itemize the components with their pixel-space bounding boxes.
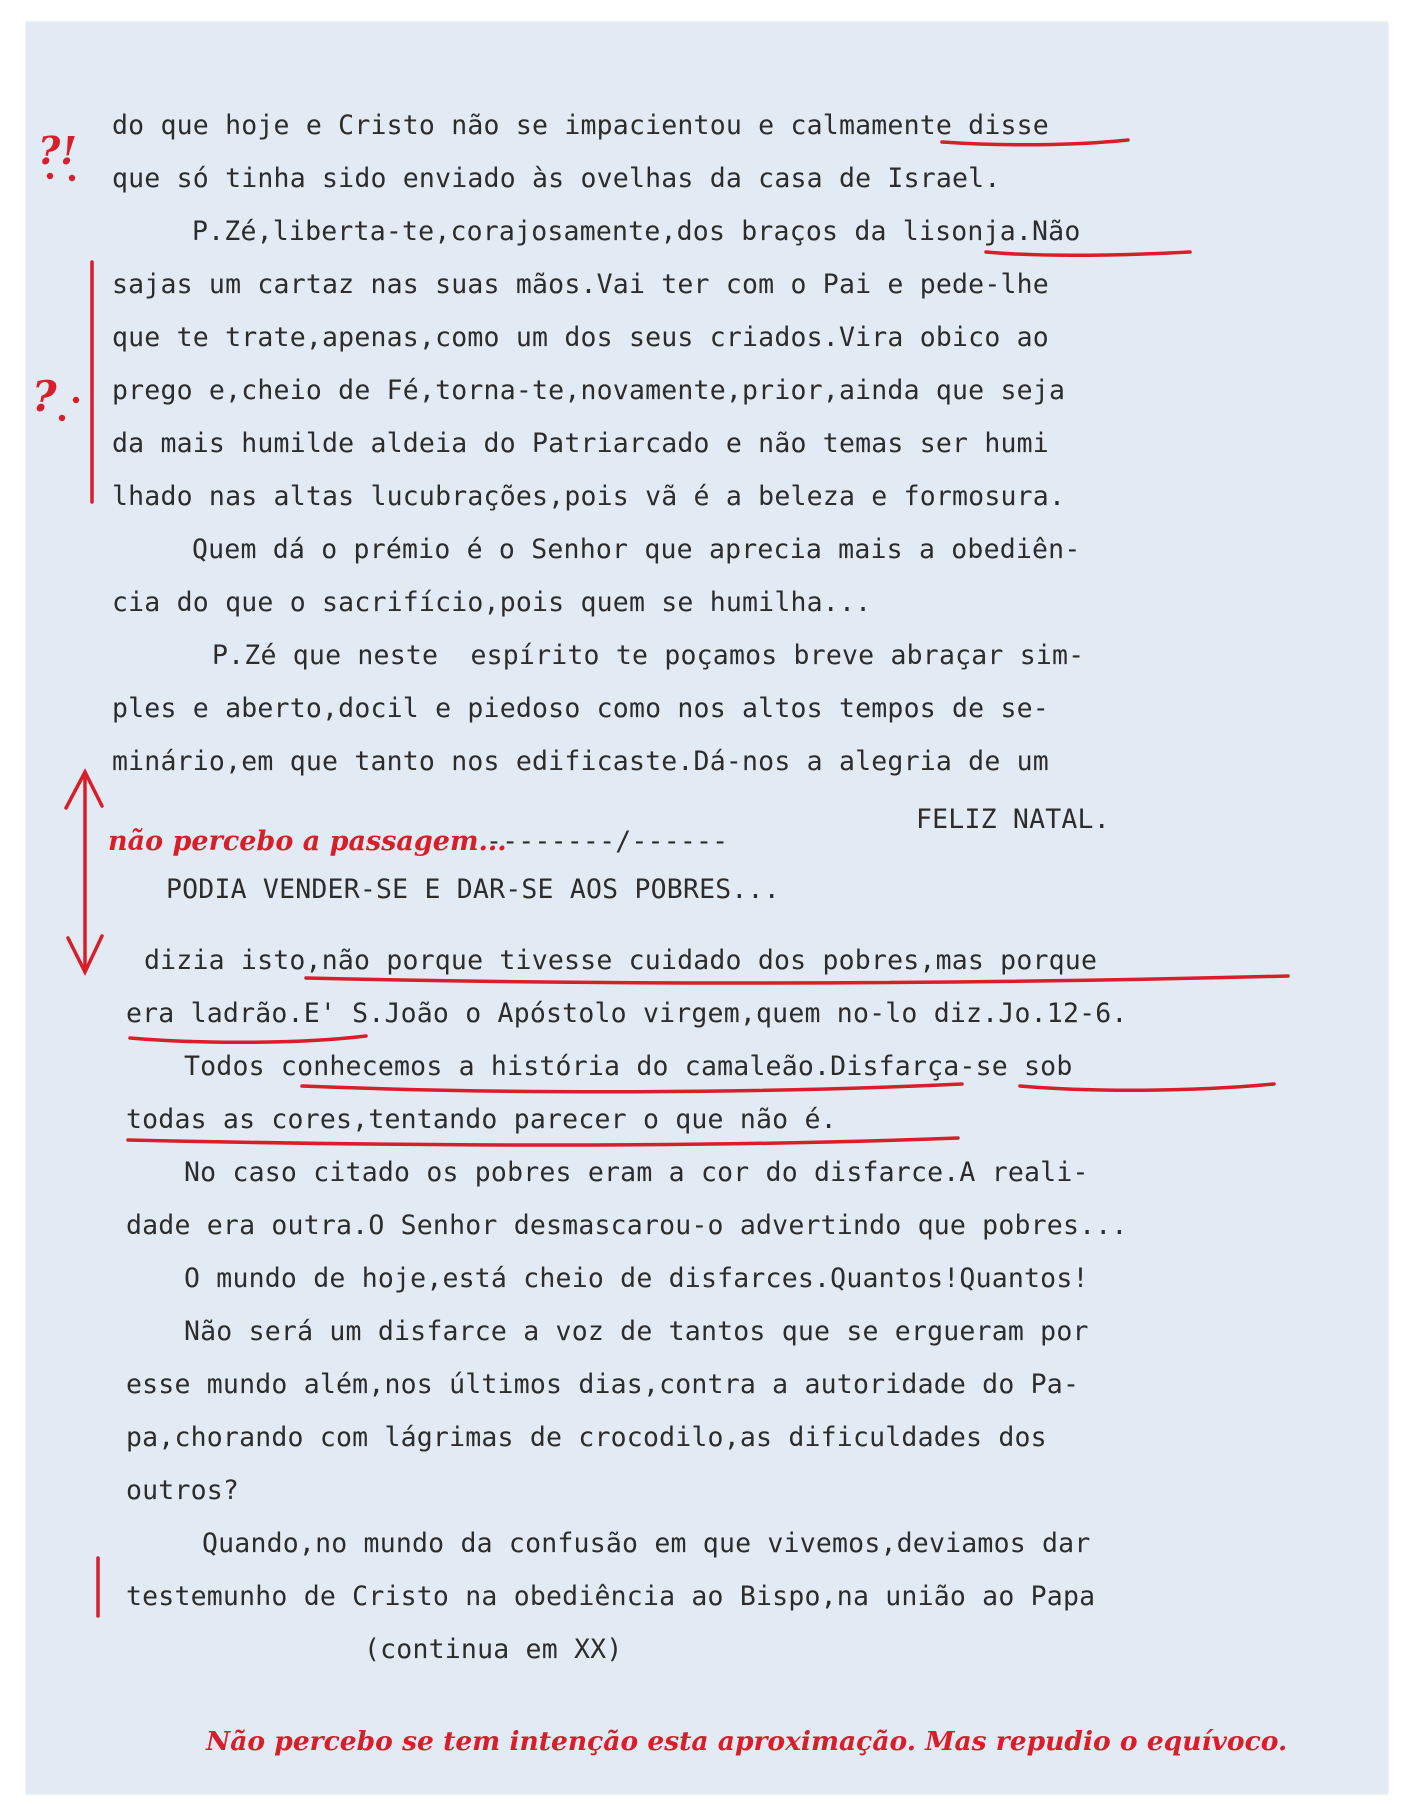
typed-line: pa,chorando com lágrimas de crocodilo,as dificuldades dos [126,1422,1047,1453]
margin-note-question: ? [32,372,57,421]
underline [302,1084,962,1092]
typed-line: dade era outra.O Senhor desmascarou-o advertindo que pobres... [126,1210,1128,1241]
typed-line: que só tinha sido enviado às ovelhas da casa de Israel. [112,163,1001,194]
section-divider: --------/------ [486,826,729,857]
margin-dot [69,175,75,181]
typed-line: sajas um cartaz nas suas mãos.Vai ter com o Pai e pede-lhe [112,269,1049,300]
typed-line: minário,em que tanto nos edificaste.Dá-nos a alegria de um [112,746,1049,777]
typed-line: cia do que o sacrifício,pois quem se humilha... [112,587,872,618]
typed-line: Não será um disfarce a voz de tantos que se ergueram por [184,1316,1089,1347]
margin-dot [73,397,79,403]
typed-closing: FELIZ NATAL. [916,804,1110,835]
typed-line: testemunho de Cristo na obediência ao Bispo,na união ao Papa [126,1581,1096,1612]
typed-line: todas as cores,tentando parecer o que não é. [126,1104,837,1135]
typed-line: prego e,cheio de Fé,torna-te,novamente,prior,ainda que seja [112,375,1066,406]
typed-line: do que hoje e Cristo não se impacientou e calmamente disse [112,110,1049,141]
underline [942,140,1128,145]
section-heading: PODIA VENDER-SE E DAR-SE AOS POBRES... [166,874,780,905]
typed-line: Quando,no mundo da confusão em que vivemos,deviamos dar [202,1528,1091,1559]
underline [306,976,1288,983]
handwritten-footer-note: Não percebo se tem intenção esta aproximação. Mas repudio o equívoco. [206,1726,1288,1757]
margin-note-question-exclaim: ?! [38,128,77,173]
typed-line: No caso citado os pobres eram a cor do disfarce.A reali- [184,1157,1089,1188]
typed-line: outros? [126,1475,240,1506]
handwritten-passage-note: não percebo a passagem... [108,826,507,857]
typed-line: dizia isto,não porque tivesse cuidado dos pobres,mas porque [144,945,1098,976]
margin-dot [47,173,53,179]
typed-line: Todos conhecemos a história do camaleão.Disfarça-se sob [184,1051,1073,1082]
typed-line: era ladrão.E' S.João o Apóstolo virgem,quem no-lo diz.Jo.12-6. [126,998,1128,1029]
underline [986,252,1190,255]
typed-line: O mundo de hoje,está cheio de disfarces.Quantos!Quantos! [184,1263,1089,1294]
typed-line: esse mundo além,nos últimos dias,contra a autoridade do Pa- [126,1369,1080,1400]
typed-line: lhado nas altas lucubrações,pois vã é a beleza e formosura. [112,481,1066,512]
typed-line: que te trate,apenas,como um dos seus criados.Vira obico ao [112,322,1049,353]
underline [128,1138,958,1145]
typed-line: P.Zé que neste espírito te poçamos breve abraçar sim- [212,640,1085,671]
margin-dot [59,415,65,421]
typed-line: P.Zé,liberta-te,corajosamente,dos braços da lisonja.Não [192,216,1081,247]
typed-line: da mais humilde aldeia do Patriarcado e não temas ser humi [112,428,1049,459]
typed-continuation: (continua em XX) [364,1634,623,1665]
typed-line: ples e aberto,docil e piedoso como nos altos tempos de se- [112,693,1049,724]
typed-line: Quem dá o prémio é o Senhor que aprecia mais a obediên- [192,534,1081,565]
underline [130,1036,366,1042]
underline [1020,1084,1274,1090]
